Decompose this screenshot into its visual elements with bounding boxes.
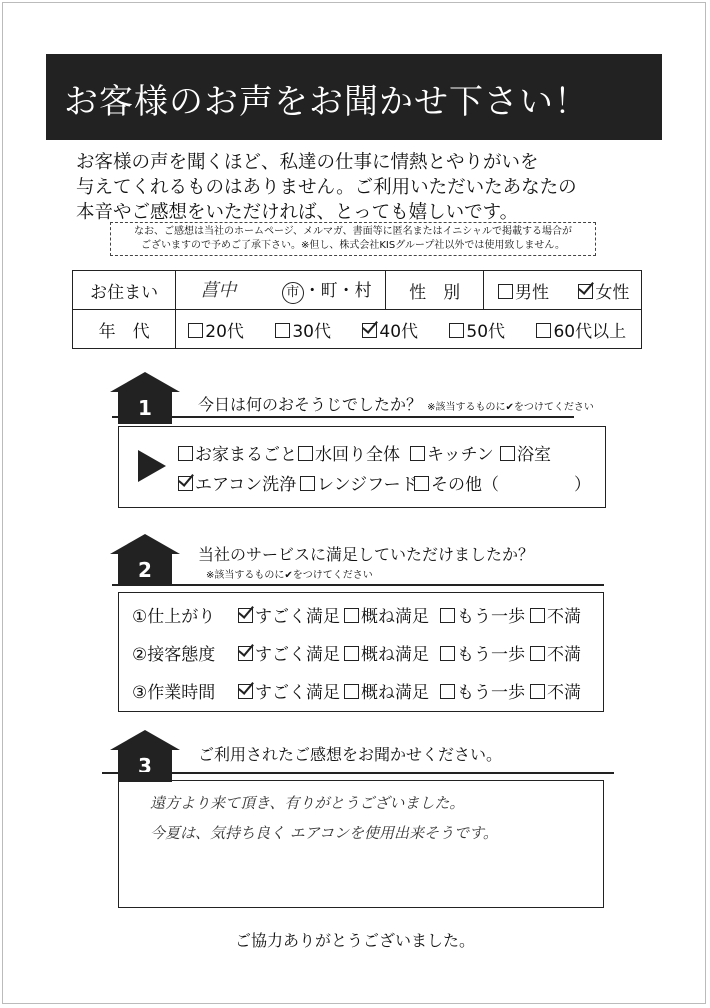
q1-number: 1: [118, 392, 172, 424]
q2-checkbox[interactable]: [440, 608, 455, 623]
q3-underline: [102, 772, 614, 774]
age-option-label: 50代: [466, 321, 506, 342]
q1-checkbox[interactable]: [178, 476, 193, 491]
q2-checkbox[interactable]: [440, 684, 455, 699]
age-option[interactable]: [449, 322, 505, 342]
q2-choice-label: 概ね満足: [361, 607, 429, 627]
note-line: なお、ご感想は当社のホームページ、メルマガ、書面等に匿名またはイニシャルで掲載する場合が: [134, 226, 572, 237]
residence-label: お住まい: [73, 271, 176, 310]
age-option-label: 20代: [205, 321, 244, 342]
q1-hint: ※該当するものに✔をつけてください: [427, 402, 594, 413]
q3-house-icon: [110, 730, 180, 782]
q1-option-label: 水回り全体: [315, 445, 400, 465]
comment-line: 今夏は、気持ち良く エアコンを使用出来そうです。: [150, 824, 498, 842]
q2-choice-label: 概ね満足: [361, 683, 429, 703]
q2-choice[interactable]: [530, 602, 581, 627]
age-option-label: 60代以上: [553, 321, 627, 342]
q1-option[interactable]: [298, 440, 400, 465]
age-checkbox[interactable]: [275, 323, 290, 338]
q2-choice[interactable]: [440, 602, 525, 627]
q1-option[interactable]: [500, 440, 551, 465]
q1-checkbox[interactable]: [414, 476, 429, 491]
q2-choice[interactable]: [344, 640, 429, 665]
q2-checkbox[interactable]: [440, 646, 455, 661]
q2-row-label: ③作業時間: [132, 683, 216, 703]
q1-checkbox[interactable]: [178, 446, 193, 461]
q2-title: 当社のサービスに満足していただけましたか？: [198, 545, 535, 564]
q2-checkbox[interactable]: [344, 646, 359, 661]
q1-option[interactable]: [300, 470, 418, 495]
age-checkbox[interactable]: [536, 323, 551, 338]
q1-title: [198, 392, 594, 415]
gender-male-option[interactable]: [498, 283, 549, 303]
q2-choice[interactable]: [344, 602, 429, 627]
banner-title: お客様のお声をお聞かせ下さい！: [64, 82, 589, 122]
intro-line: お客様の声を聞くほど、私達の仕事に情熱とやりがいを: [76, 152, 539, 173]
q2-choice-label: もう一歩: [457, 607, 525, 627]
q1-checkbox[interactable]: [500, 446, 515, 461]
q1-underline: [112, 416, 574, 418]
q2-choice-label: すごく満足: [255, 645, 340, 665]
age-option[interactable]: [362, 322, 418, 342]
q2-choice-label: すごく満足: [255, 683, 340, 703]
q1-checkbox[interactable]: [410, 446, 425, 461]
q2-choice-label: 不満: [547, 645, 581, 665]
q2-choice-label: 不満: [547, 607, 581, 627]
q2-choice-label: すごく満足: [255, 607, 340, 627]
play-arrow-icon: [138, 450, 166, 482]
thanks-message: ご協力ありがとうございました。: [234, 931, 475, 950]
note-line: ございますので予めご了承下さい。※但し、株式会社KISグループ社以外では使用致しません。: [140, 240, 566, 251]
q2-choice-label: もう一歩: [457, 645, 525, 665]
age-option[interactable]: [275, 322, 331, 342]
gender-female-option[interactable]: [578, 283, 629, 303]
city-shi-circled: 市: [282, 282, 304, 304]
female-label: 女性: [595, 282, 630, 303]
q2-house-icon: [110, 534, 180, 586]
q1-option-label: お家まるごと: [195, 445, 297, 465]
q2-checkbox[interactable]: [238, 608, 253, 623]
q1-option-label: レンジフード: [317, 475, 418, 495]
comment-line: 遠方より来て頂き、有りがとうございました。: [150, 794, 465, 812]
q2-underline: [112, 584, 604, 586]
intro-line: 本音やご感想をいただければ、とっても嬉しいです。: [76, 202, 519, 223]
q2-choice[interactable]: [440, 678, 525, 703]
q2-choice[interactable]: [530, 640, 581, 665]
age-checkbox[interactable]: [362, 323, 377, 338]
city-rest: ・町・村: [303, 281, 372, 301]
age-option[interactable]: [536, 322, 626, 342]
male-label: 男性: [515, 282, 550, 303]
q2-choice-label: 概ね満足: [361, 645, 429, 665]
q1-option[interactable]: [178, 470, 296, 495]
age-option-label: 30代: [292, 321, 331, 342]
q2-choice[interactable]: [238, 678, 340, 703]
residence-cell[interactable]: [176, 271, 386, 310]
q2-row-label: ②接客態度: [132, 645, 216, 665]
q1-option[interactable]: [410, 440, 494, 465]
q3-number: 3: [118, 750, 172, 782]
q2-choice-label: もう一歩: [457, 683, 525, 703]
q2-choice[interactable]: [440, 640, 525, 665]
privacy-note: [110, 222, 596, 256]
q2-hint: ※該当するものに✔をつけてください: [206, 570, 373, 581]
q1-option[interactable]: [414, 470, 499, 495]
gender-cell: [484, 271, 642, 310]
q1-checkbox[interactable]: [298, 446, 313, 461]
q2-checkbox[interactable]: [530, 608, 545, 623]
q1-other-close: ）: [574, 475, 591, 495]
q2-choice[interactable]: [238, 602, 340, 627]
q2-choice[interactable]: [238, 640, 340, 665]
female-checkbox[interactable]: [578, 284, 593, 299]
q2-row-label: ①仕上がり: [132, 607, 216, 627]
q1-option[interactable]: [178, 440, 297, 465]
q2-choice[interactable]: [530, 678, 581, 703]
q2-checkbox[interactable]: [344, 608, 359, 623]
q2-checkbox[interactable]: [344, 684, 359, 699]
age-checkbox[interactable]: [188, 323, 203, 338]
title-banner: [46, 54, 662, 140]
residence-value: 菖中: [200, 280, 237, 301]
q1-option-label: 浴室: [517, 445, 551, 465]
q2-number: 2: [118, 554, 172, 586]
city-type: [282, 281, 372, 301]
age-label: 年 代: [73, 310, 176, 349]
age-option-label: 40代: [379, 321, 419, 342]
gender-label: 性 別: [386, 271, 484, 310]
q1-option-label: キッチン: [427, 445, 494, 465]
age-cell: [176, 310, 642, 349]
q2-checkbox[interactable]: [530, 684, 545, 699]
age-checkbox[interactable]: [449, 323, 464, 338]
male-checkbox[interactable]: [498, 284, 513, 299]
q2-checkbox[interactable]: [238, 646, 253, 661]
customer-info-table: [72, 270, 642, 349]
q1-title-text: 今日は何のおそうじでしたか？: [198, 395, 423, 414]
q2-choice-label: 不満: [547, 683, 581, 703]
q2-choice[interactable]: [344, 678, 429, 703]
intro-line: 与えてくれるものはありません。ご利用いただいたあなたの: [76, 177, 577, 198]
q1-option-label: その他（: [431, 475, 499, 495]
q1-option-label: エアコン洗浄: [195, 475, 297, 495]
q3-title: ご利用されたご感想をお聞かせください。: [198, 745, 503, 764]
q1-panel: [118, 426, 606, 508]
q1-checkbox[interactable]: [300, 476, 315, 491]
q2-checkbox[interactable]: [530, 646, 545, 661]
age-option[interactable]: [188, 322, 244, 342]
intro-text: [76, 150, 656, 225]
q2-checkbox[interactable]: [238, 684, 253, 699]
